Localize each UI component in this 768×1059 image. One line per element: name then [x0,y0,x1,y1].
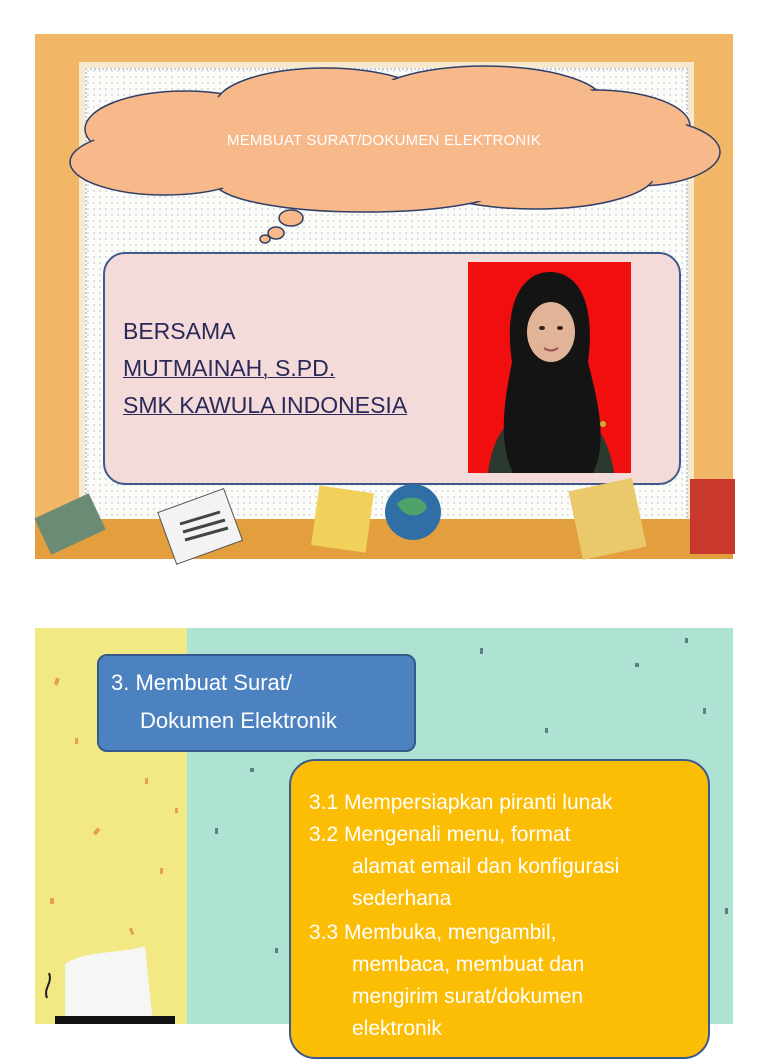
subtopic-line: mengirim surat/dokumen [352,985,584,1008]
subtopic-line: sederhana [352,887,452,910]
cloud-title: MEMBUAT SURAT/DOKUMEN ELEKTRONIK [227,132,541,149]
subtopic-line: 3.3 Membuka, mengambil, [309,921,557,944]
presenter-name: MUTMAINAH, S.PD. [123,355,336,381]
subtopic-line: membaca, membuat dan [352,953,585,976]
slide-cover [35,34,733,559]
subtopic-line: 3.2 Mengenali menu, format [309,823,571,846]
topic-title-box [97,654,416,752]
subtopic-line: alamat email dan konfigurasi [352,855,620,878]
subtopics-box [289,759,710,1059]
school-name: SMK KAWULA INDONESIA [123,392,408,418]
slide-topic [35,628,733,1040]
topic-title-line1: 3. Membuat Surat/ [111,670,292,695]
subtopic-line: elektronik [352,1017,442,1040]
presenter-intro: BERSAMA [123,318,236,344]
desk-illustration [35,474,733,559]
topic-title-line2: Dokumen Elektronik [140,708,337,733]
presenter-photo [468,262,631,473]
subtopic-line: 3.1 Mempersiapkan piranti lunak [309,791,613,814]
